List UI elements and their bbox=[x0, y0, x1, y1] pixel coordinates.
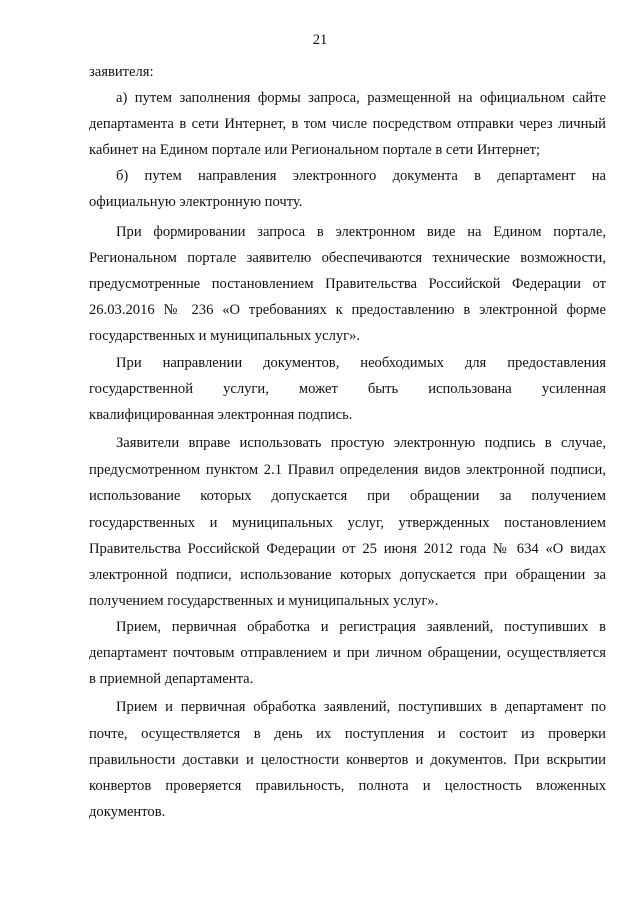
text-line: государственной услуги, может быть использована усиленная bbox=[89, 381, 606, 397]
text-line: При формировании запроса в электронном виде на Едином портале, bbox=[116, 224, 606, 240]
text-line: а) путем заполнения формы запроса, размещенной на официальном сайте bbox=[116, 90, 606, 106]
text-line: заявителя: bbox=[89, 64, 154, 80]
text-line: Прием, первичная обработка и регистрация заявлений, поступивших в bbox=[116, 619, 606, 635]
text-line: Прием и первичная обработка заявлений, поступивших в департамент по bbox=[116, 699, 606, 715]
text-line: конвертов проверяется правильность, полнота и целостность вложенных bbox=[89, 778, 606, 794]
text-line: При направлении документов, необходимых для предоставления bbox=[116, 355, 606, 371]
text-line: департамента в сети Интернет, в том числе посредством отправки через личный bbox=[89, 116, 606, 132]
text-line: 26.03.2016 № 236 «О требованиях к предоставлению в электронной форме bbox=[89, 302, 606, 318]
text-line: департамент почтовым отправлением и при личном обращении, осуществляется bbox=[89, 645, 606, 661]
text-line: в приемной департамента. bbox=[89, 671, 254, 687]
text-line: кабинет на Едином портале или Региональном портале в сети Интернет; bbox=[89, 142, 541, 158]
text-line: государственных и муниципальных услуг». bbox=[89, 328, 361, 344]
text-line: правильности доставки и целостности конвертов и документов. При вскрытии bbox=[89, 752, 606, 768]
text-line: официальную электронную почту. bbox=[89, 194, 303, 210]
text-line: электронной подписи, использование которых допускается при обращении за bbox=[89, 567, 606, 583]
text-line: Региональном портале заявителю обеспечиваются технические возможности, bbox=[89, 250, 606, 266]
text-line: квалифицированная электронная подпись. bbox=[89, 407, 353, 423]
text-line: использование которых допускается при обращении за получением bbox=[89, 488, 606, 504]
page-number: 21 bbox=[312, 32, 328, 48]
text-line: б) путем направления электронного документа в департамент на bbox=[116, 168, 606, 184]
text-line: Правительства Российской Федерации от 25 июня 2012 года № 634 «О видах bbox=[89, 541, 606, 557]
text-line: Заявители вправе использовать простую электронную подпись в случае, bbox=[116, 435, 606, 451]
text-line: предусмотренном пунктом 2.1 Правил определения видов электронной подписи, bbox=[89, 462, 606, 478]
text-line: документов. bbox=[89, 804, 166, 820]
text-line: государственных и муниципальных услуг, утвержденных постановлением bbox=[89, 515, 606, 531]
text-line: предусмотренные постановлением Правительства Российской Федерации от bbox=[89, 276, 606, 292]
text-line: получением государственных и муниципальных услуг». bbox=[89, 593, 439, 609]
text-line: почте, осуществляется в день их поступления и состоит из проверки bbox=[89, 726, 606, 742]
